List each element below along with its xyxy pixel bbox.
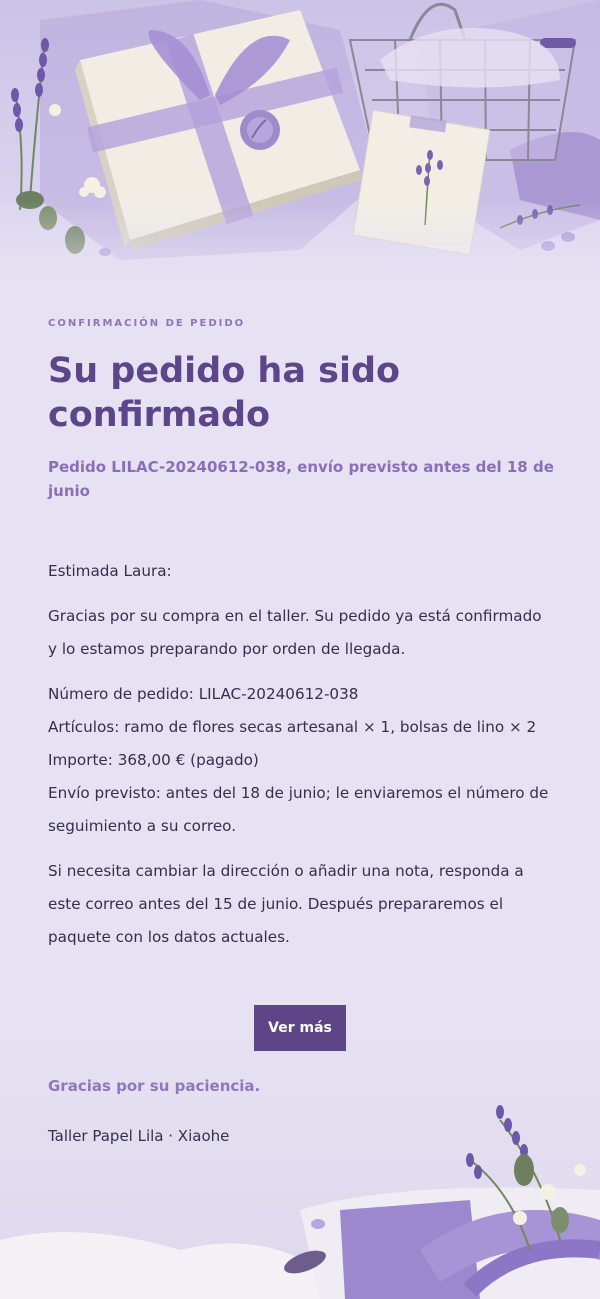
- shipping-info: seguimiento a su correo.: [48, 817, 237, 835]
- thanks-note: Gracias por su paciencia.: [48, 1077, 261, 1095]
- wax-seal-icon: [247, 117, 273, 143]
- text-line: Si necesita cambiar la dirección o añadir una nota, responda a: [48, 862, 524, 880]
- text-line: este correo antes del 15 de junio. Después prepararemos el: [48, 895, 504, 913]
- order-items: Artículos: ramo de flores secas artesanal × 1, bolsas de lino × 2: [48, 718, 537, 736]
- order-subtitle: Pedido LILAC-20240612-038, envío previsto antes del 18 de junio: [48, 458, 554, 500]
- shipping-info: Envío previsto: antes del 18 de junio; le enviaremos el número de: [48, 784, 549, 802]
- title-line: confirmado: [48, 395, 271, 435]
- footer-illustration: [0, 1020, 600, 1299]
- signature: Taller Papel Lila · Xiaohe: [48, 1127, 230, 1145]
- text-line: y lo estamos preparando por orden de llegada.: [48, 640, 406, 658]
- hero-illustration: [0, 0, 600, 310]
- text-line: Gracias por su compra en el taller. Su pedido ya está confirmado: [48, 607, 542, 625]
- page-title: [48, 349, 568, 437]
- title-line: Su pedido ha sido: [48, 351, 401, 391]
- order-amount: Importe: 368,00 € (pagado): [48, 751, 259, 769]
- view-more-button[interactable]: Ver más: [254, 1005, 346, 1051]
- cta-container: [0, 1005, 600, 1051]
- note-paragraph: [48, 855, 568, 954]
- hero-art: [0, 0, 600, 310]
- order-details: [48, 678, 568, 843]
- text-line: paquete con los datos actuales.: [48, 928, 290, 946]
- greeting: Estimada Laura:: [48, 562, 172, 580]
- intro-paragraph: [48, 600, 568, 666]
- email-content: [48, 318, 568, 966]
- eyebrow-label: CONFIRMACIÓN DE PEDIDO: [48, 318, 246, 329]
- order-number: Número de pedido: LILAC-20240612-038: [48, 685, 359, 703]
- message-body: [48, 555, 568, 954]
